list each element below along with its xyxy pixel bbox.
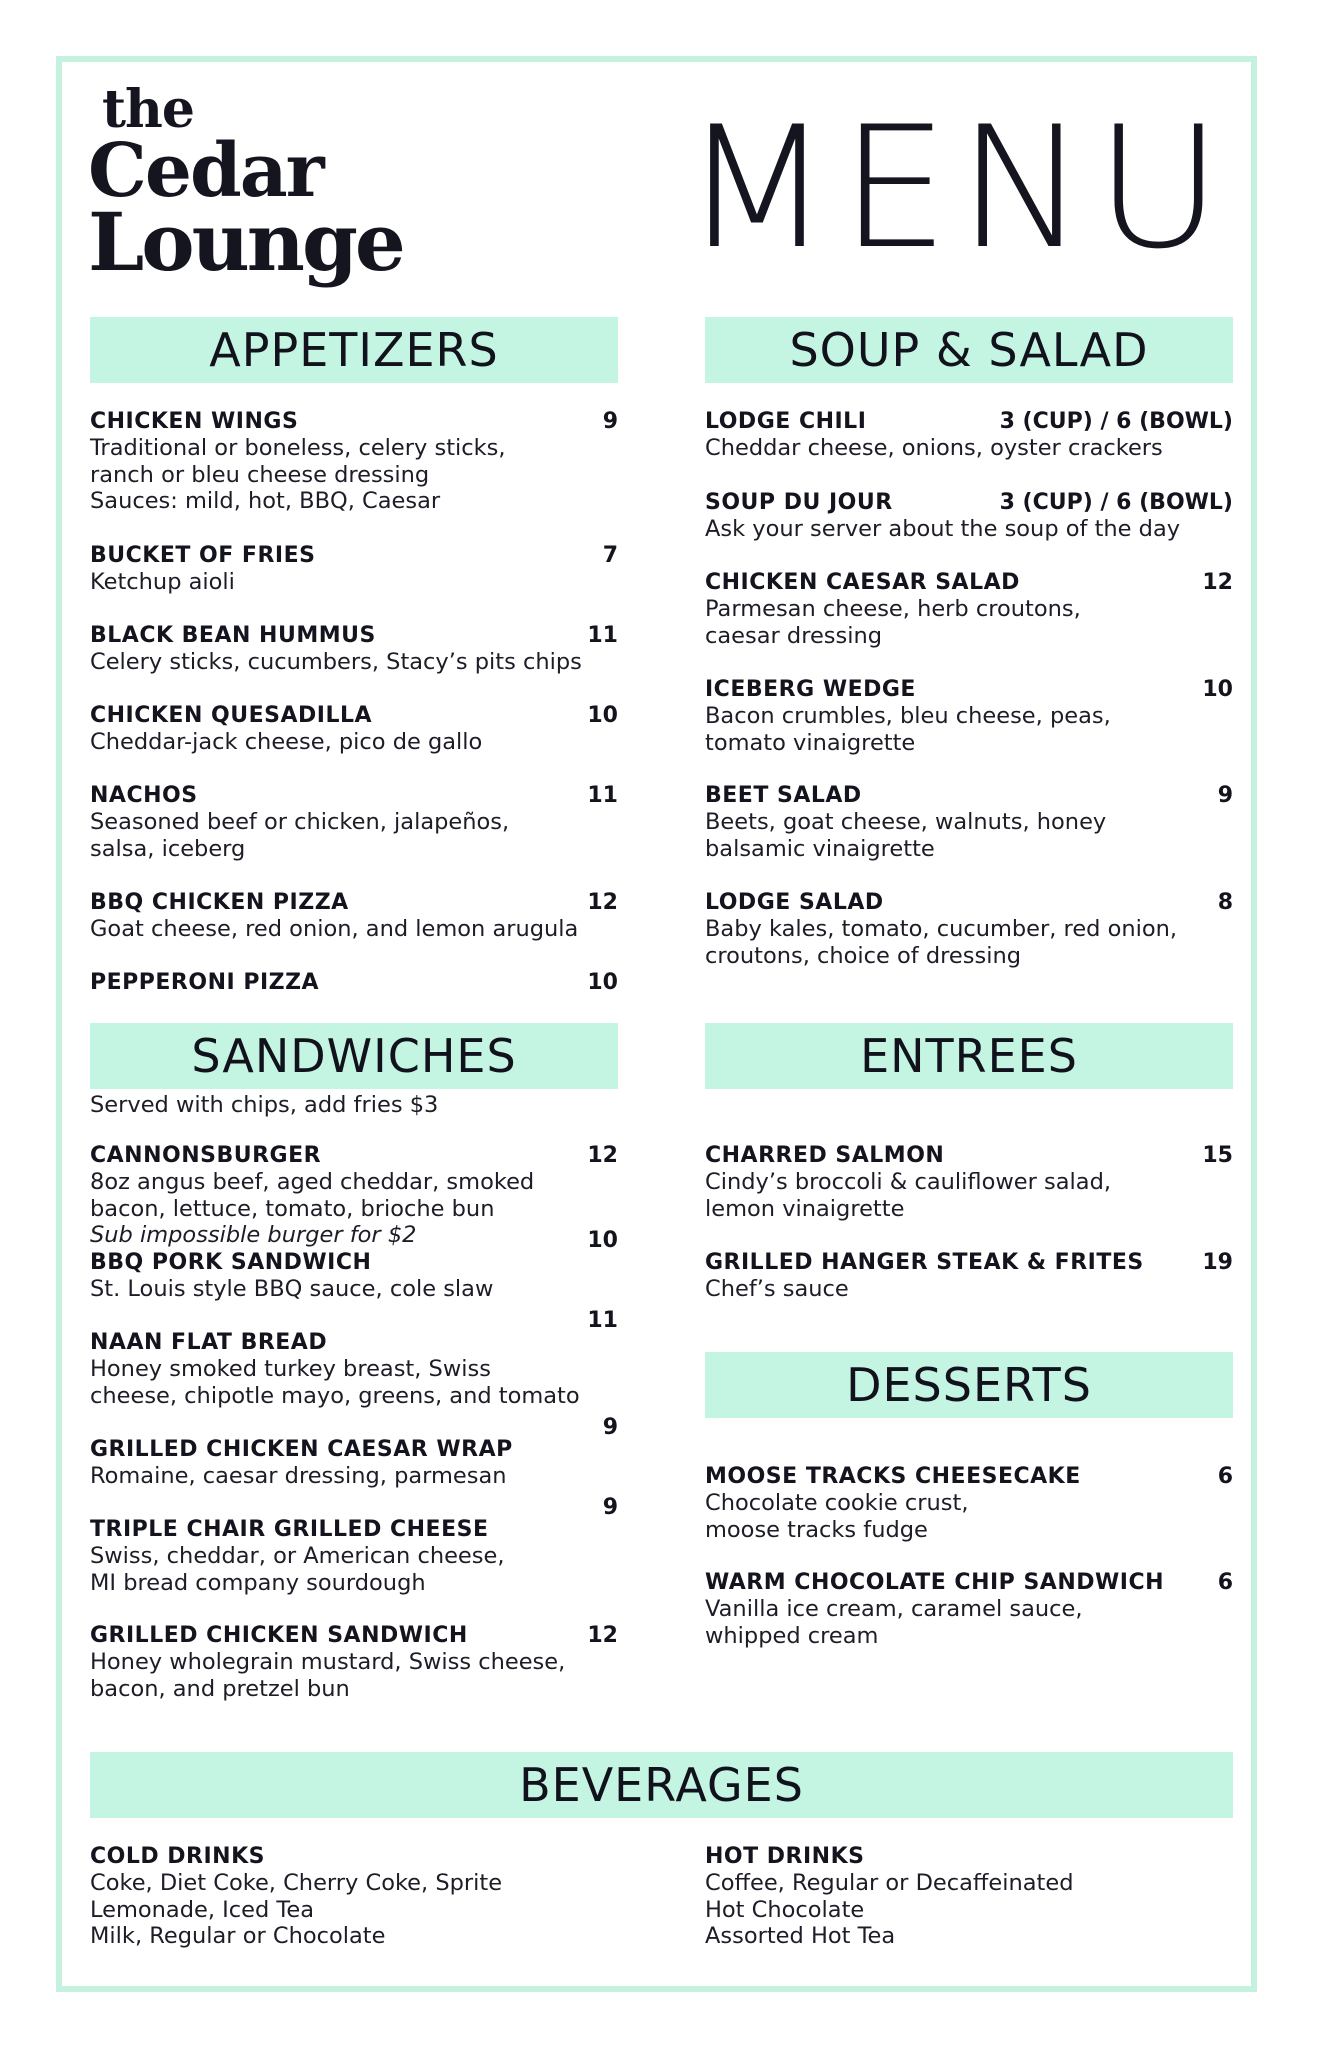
item-name: LODGE CHILI	[705, 409, 867, 434]
description-line: Sauces: mild, hot, BBQ, Caesar	[90, 488, 441, 514]
item-name: ICEBERG WEDGE	[705, 677, 916, 702]
description-line: Chocolate cookie crust,	[705, 1490, 969, 1516]
description-line: Honey smoked turkey breast, Swiss	[90, 1356, 491, 1382]
item-name: SOUP DU JOUR	[705, 490, 893, 515]
sandwiches-note: Served with chips, add fries $3	[90, 1092, 439, 1118]
item-name: NAAN FLAT BREAD	[90, 1330, 328, 1355]
item-description	[90, 729, 618, 756]
description-line: bacon, lettuce, tomato, brioche bun	[90, 1195, 495, 1222]
menu-item	[705, 1249, 1233, 1303]
item-name: NACHOS	[90, 783, 198, 808]
item-name: MOOSE TRACKS CHEESECAKE	[705, 1464, 1081, 1489]
item-name: LODGE SALAD	[705, 890, 884, 915]
item-price: 19	[1202, 1250, 1233, 1275]
description-line: Cindy’s broccoli & cauliflower salad,	[705, 1169, 1111, 1195]
item-price: 15	[1202, 1143, 1233, 1168]
menu-item	[90, 702, 618, 756]
item-name: CHARRED SALMON	[705, 1143, 945, 1168]
item-price: 11	[587, 783, 618, 808]
description-line: 8oz angus beef, aged cheddar, smoked	[90, 1169, 535, 1195]
description-line: Beets, goat cheese, walnuts, honey	[705, 809, 1107, 835]
description-line: Milk, Regular or Chocolate	[90, 1923, 386, 1949]
item-price: 6	[1217, 1570, 1233, 1595]
cold-drinks	[90, 1843, 620, 1950]
item-price: 8	[1217, 890, 1233, 915]
item-name: CHICKEN WINGS	[90, 409, 299, 434]
description-line: Parmesan cheese, herb croutons,	[705, 596, 1081, 622]
item-price: 10	[587, 703, 618, 728]
item-description	[90, 1276, 618, 1303]
item-price: 10	[1202, 677, 1233, 702]
item-description	[90, 916, 618, 943]
menu-item	[705, 782, 1233, 862]
description-line: whipped cream	[705, 1622, 879, 1649]
item-name: CHICKEN CAESAR SALAD	[705, 570, 1020, 595]
description-line: Baby kales, tomato, cucumber, red onion,	[705, 916, 1178, 942]
item-price: 10	[587, 970, 618, 995]
description-line: Assorted Hot Tea	[705, 1923, 896, 1949]
menu-item	[90, 1142, 618, 1249]
item-description	[705, 1870, 1235, 1950]
item-description	[705, 703, 1233, 756]
menu-item	[705, 676, 1233, 756]
menu-title: MENU	[682, 90, 1230, 286]
description-line: Swiss, cheddar, or American cheese,	[90, 1543, 505, 1569]
entrees-header: ENTREES	[705, 1023, 1233, 1089]
item-name: GRILLED CHICKEN SANDWICH	[90, 1623, 468, 1648]
menu-item	[90, 408, 618, 515]
menu-item	[90, 889, 618, 943]
item-description	[90, 1870, 620, 1950]
description-line: Celery sticks, cucumbers, Stacy’s pits chips	[90, 649, 582, 675]
menu-item	[90, 1308, 618, 1409]
description-line: Seasoned beef or chicken, jalapeños,	[90, 809, 510, 835]
description-line: MI bread company sourdough	[90, 1569, 426, 1596]
description-line: Romaine, caesar dressing, parmesan	[90, 1463, 507, 1489]
item-description	[705, 596, 1233, 649]
menu-item	[90, 782, 618, 862]
item-price: 9	[1217, 783, 1233, 808]
description-line: Cheddar cheese, onions, oyster crackers	[705, 435, 1163, 461]
menu-item	[90, 542, 618, 596]
item-price: 3 (CUP) / 6 (BOWL)	[999, 409, 1233, 434]
description-line: Coke, Diet Coke, Cherry Coke, Sprite	[90, 1870, 503, 1896]
item-name: GRILLED HANGER STEAK & FRITES	[705, 1250, 1144, 1275]
item-description	[705, 916, 1233, 969]
description-line: Honey wholegrain mustard, Swiss cheese,	[90, 1649, 566, 1675]
menu-item	[90, 1415, 618, 1490]
item-description	[90, 649, 618, 676]
menu-item	[90, 1495, 618, 1596]
description-line: moose tracks fudge	[705, 1516, 928, 1543]
description-line: Lemonade, Iced Tea	[90, 1896, 314, 1923]
logo-cedar: Cedar	[88, 128, 323, 214]
soup-salad-header: SOUP & SALAD	[705, 317, 1233, 383]
description-line: Traditional or boneless, celery sticks,	[90, 435, 506, 461]
item-description	[705, 1490, 1233, 1543]
item-price: 12	[587, 1143, 618, 1168]
menu-item	[90, 1622, 618, 1702]
item-price: 11	[587, 1308, 618, 1333]
item-price: 6	[1217, 1464, 1233, 1489]
item-description	[90, 1543, 618, 1596]
description-line: bacon, and pretzel bun	[90, 1675, 350, 1702]
description-line: croutons, choice of dressing	[705, 942, 1021, 969]
item-description	[705, 1169, 1233, 1222]
logo-lounge: Lounge	[88, 195, 403, 289]
description-line: ranch or bleu cheese dressing	[90, 461, 430, 488]
item-price: 9	[602, 409, 618, 434]
item-price: 9	[602, 1415, 618, 1440]
item-name: CANNONSBURGER	[90, 1143, 322, 1168]
sandwiches-header: SANDWICHES	[90, 1023, 618, 1089]
item-name: COLD DRINKS	[90, 1844, 265, 1869]
description-line: lemon vinaigrette	[705, 1195, 905, 1222]
menu-item	[705, 569, 1233, 649]
cedar-lounge-logo	[88, 79, 403, 294]
item-price: 9	[602, 1495, 618, 1520]
description-line: Chef’s sauce	[705, 1276, 849, 1302]
item-name: CHICKEN QUESADILLA	[90, 703, 373, 728]
item-description	[90, 1169, 618, 1249]
item-name: BBQ CHICKEN PIZZA	[90, 890, 349, 915]
menu-item	[90, 969, 618, 996]
item-description	[90, 435, 618, 515]
item-name: BLACK BEAN HUMMUS	[90, 623, 376, 648]
description-line: caesar dressing	[705, 622, 883, 649]
description-line: Coffee, Regular or Decaffeinated	[705, 1870, 1074, 1896]
description-line: Bacon crumbles, bleu cheese, peas,	[705, 703, 1111, 729]
item-description	[705, 435, 1233, 462]
item-name: BEET SALAD	[705, 783, 862, 808]
menu-item	[90, 622, 618, 676]
description-line: St. Louis style BBQ sauce, cole slaw	[90, 1276, 494, 1302]
item-name: WARM CHOCOLATE CHIP SANDWICH	[705, 1570, 1165, 1595]
description-line: balsamic vinaigrette	[705, 835, 935, 862]
item-description	[705, 516, 1233, 543]
item-description	[705, 1596, 1233, 1649]
item-description	[705, 809, 1233, 862]
item-description	[90, 1649, 618, 1702]
item-price: 11	[587, 623, 618, 648]
item-price: 12	[587, 890, 618, 915]
item-price: 12	[1202, 570, 1233, 595]
beverages-header: BEVERAGES	[90, 1752, 1233, 1818]
item-description	[90, 569, 618, 596]
appetizers-header: APPETIZERS	[90, 317, 618, 383]
description-line: tomato vinaigrette	[705, 729, 916, 756]
item-name: BBQ PORK SANDWICH	[90, 1250, 372, 1275]
menu-item	[705, 489, 1233, 543]
item-price: 7	[602, 543, 618, 568]
item-description	[90, 1356, 618, 1409]
desserts-header: DESSERTS	[705, 1352, 1233, 1418]
menu-item	[705, 1463, 1233, 1543]
item-price: 12	[587, 1623, 618, 1648]
menu-item	[705, 1569, 1233, 1649]
menu-item	[705, 889, 1233, 969]
hot-drinks	[705, 1843, 1235, 1950]
item-description	[90, 809, 618, 862]
item-name: BUCKET OF FRIES	[90, 543, 316, 568]
item-name: TRIPLE CHAIR GRILLED CHEESE	[90, 1517, 489, 1542]
description-line: Ketchup aioli	[90, 569, 235, 595]
item-price: 10	[587, 1228, 618, 1253]
description-line: Goat cheese, red onion, and lemon arugula	[90, 916, 579, 942]
item-description	[90, 1463, 618, 1490]
description-line: Hot Chocolate	[705, 1896, 865, 1923]
logo-the: the	[102, 79, 194, 140]
item-upgrade-note: Sub impossible burger for $2	[90, 1222, 417, 1248]
description-line: Ask your server about the soup of the day	[705, 516, 1181, 542]
description-line: cheese, chipotle mayo, greens, and tomato	[90, 1382, 580, 1409]
item-name: HOT DRINKS	[705, 1844, 865, 1869]
item-price: 3 (CUP) / 6 (BOWL)	[999, 490, 1233, 515]
description-line: Cheddar-jack cheese, pico de gallo	[90, 729, 483, 755]
item-description	[705, 1276, 1233, 1303]
menu-item	[705, 408, 1233, 462]
description-line: salsa, iceberg	[90, 835, 246, 862]
item-name: PEPPERONI PIZZA	[90, 970, 320, 995]
menu-item	[705, 1142, 1233, 1222]
item-name: GRILLED CHICKEN CAESAR WRAP	[90, 1437, 513, 1462]
description-line: Vanilla ice cream, caramel sauce,	[705, 1596, 1083, 1622]
